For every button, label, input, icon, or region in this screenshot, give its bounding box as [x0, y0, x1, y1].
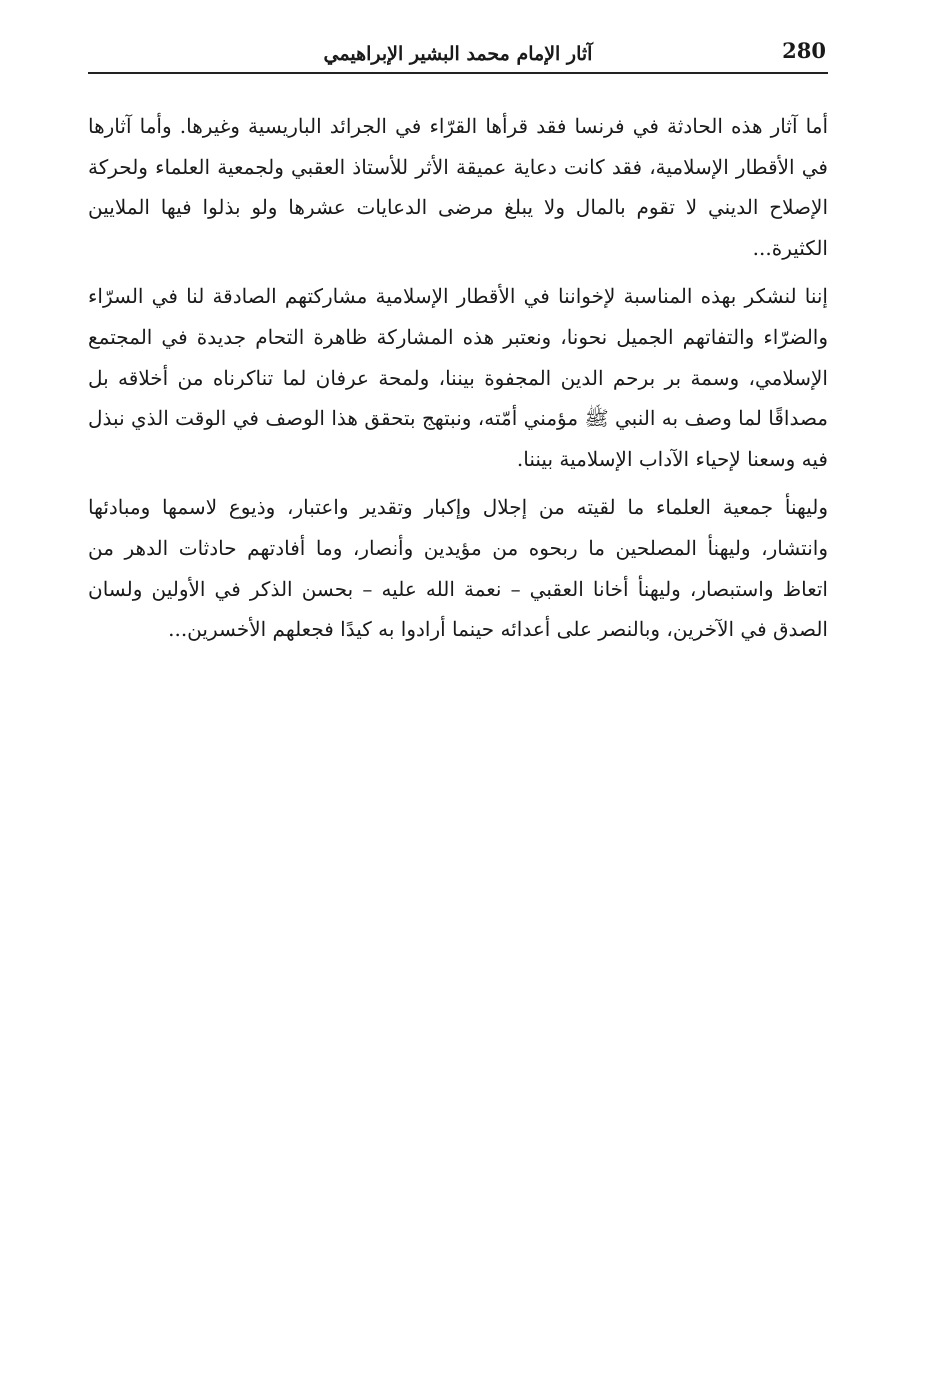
- paragraph-2: إننا لنشكر بهذه المناسبة لإخواننا في الأقطار الإسلامية مشاركتهم الصادقة لنا في السرّاء والضرّاء والتفاتهم الجميل نحونا، ونعتبر هذه المشاركة ظاهرة التحام جديدة في المجتمع الإسلامي، وسمة بر برحم الدين المجفوة بيننا، ولمحة عرفان لما تناكرناه من أخلاقه بل مصداقًا لما وصف به النبي ﷺ مؤمني أمّته، ونبتهج بتحقق هذا الوصف في الوقت الذي نبذل فيه وسعنا لإحياء الآداب الإسلامية بيننا.: [88, 284, 829, 471]
- book-title: آثار الإمام محمد البشير الإبراهيمي: [323, 43, 593, 65]
- page-number: 280: [782, 38, 826, 63]
- paragraph-3: وليهنأ جمعية العلماء ما لقيته من إجلال وإكبار وتقدير واعتبار، وذيوع لاسمها ومبادئها وانتشار، وليهنأ المصلحين ما ربحوه من مؤيدين وأنصار، وما أفادتهم حادثات الدهر من اتعاظ واستبصار، وليهنأ أخانا العقبي – نعمة الله عليه – بحسن الذكر في الأولين ولسان الصدق في الآخرين، وبالنصر على أعدائه حينما أرادوا به كيدًا فجعلهم الأخسرين...: [88, 495, 828, 642]
- running-header: [88, 36, 828, 74]
- body-text: [88, 106, 828, 650]
- paragraph-1: أما آثار هذه الحادثة في فرنسا فقد قرأها القرّاء في الجرائد الباريسية وغيرها. وأما آثارها في الأقطار الإسلامية، فقد كانت دعاية عميقة الأثر للأستاذ العقبي ولجمعية العلماء ولحركة الإصلاح الديني لا تقوم بالمال ولا يبلغ مرضى الدعايات عشرها ولو بذلوا فيها الملايين الكثيرة...: [88, 114, 828, 260]
